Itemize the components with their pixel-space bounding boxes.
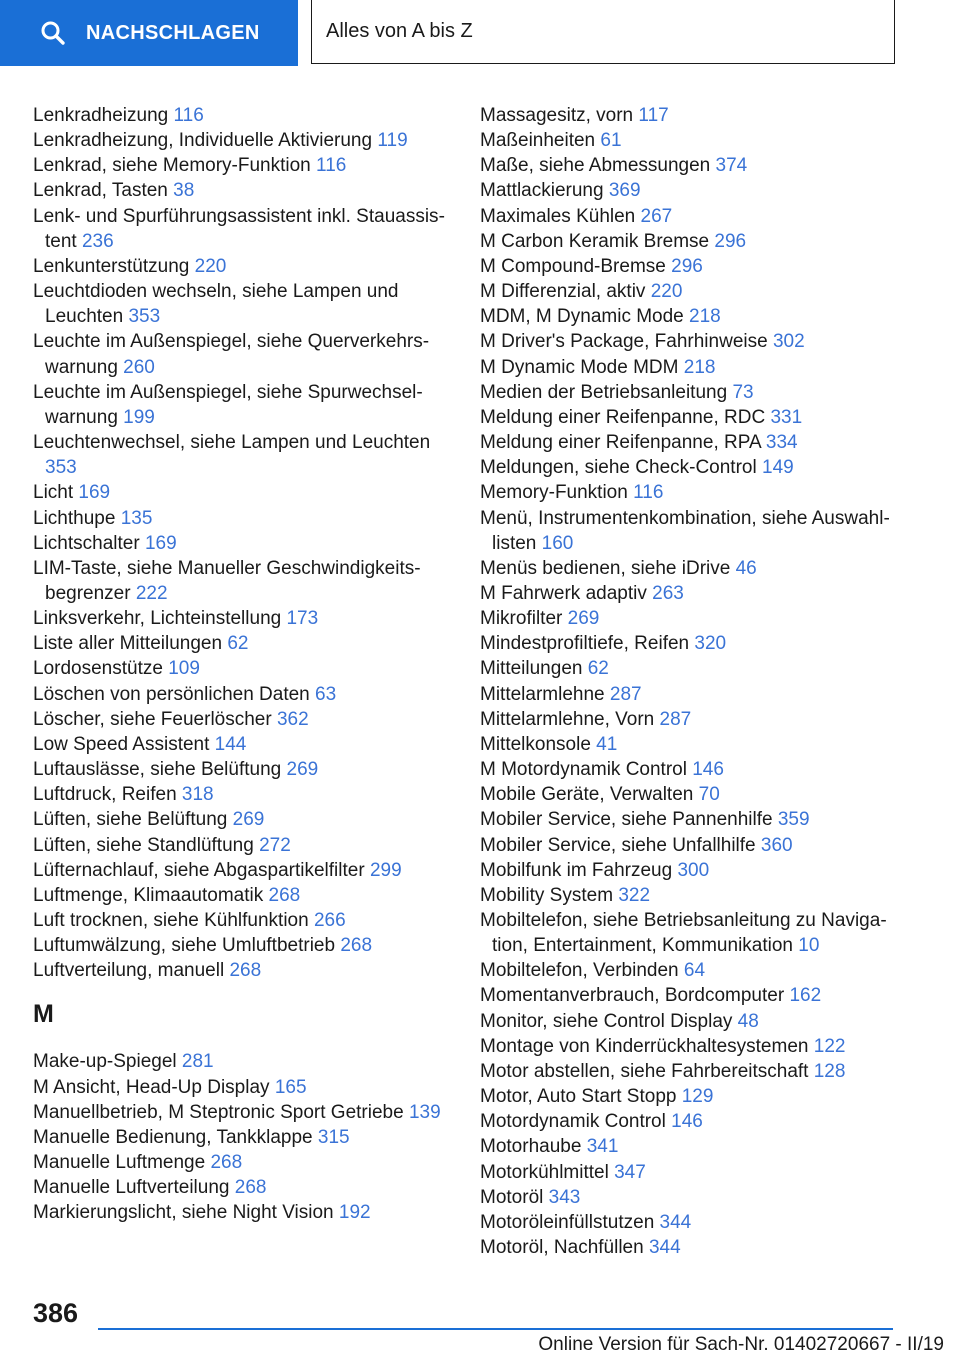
index-entry-text: Mattlackierung bbox=[480, 180, 604, 202]
page-reference-link[interactable]: 62 bbox=[227, 633, 249, 655]
page-reference-link[interactable]: 287 bbox=[609, 683, 642, 705]
page-reference-link[interactable]: 299 bbox=[369, 859, 402, 881]
index-entry-text: Motorhaube bbox=[480, 1136, 582, 1158]
index-entry-text: Mikrofilter bbox=[480, 608, 563, 630]
index-entry bbox=[480, 229, 905, 254]
index-entry-text: Luftdruck, Reifen bbox=[33, 784, 177, 806]
index-entry-text: Mitteilungen bbox=[480, 658, 583, 680]
index-entry-text: Leuchtenwechsel, siehe Lampen und Leuchten bbox=[33, 432, 431, 454]
index-entry bbox=[480, 581, 905, 606]
page-reference-link[interactable]: 218 bbox=[689, 306, 721, 328]
index-entry-text: M Differenzial, aktiv bbox=[480, 281, 646, 303]
index-entry bbox=[33, 254, 458, 279]
index-entry bbox=[33, 279, 458, 329]
index-entry-text: M Compound-Bremse bbox=[480, 255, 666, 277]
index-entry-text: Mindestprofiltiefe, Reifen bbox=[480, 633, 690, 655]
index-entry bbox=[480, 833, 905, 858]
index-column-right bbox=[480, 103, 905, 1260]
index-entry bbox=[33, 1200, 458, 1225]
page-reference-link[interactable]: 360 bbox=[760, 834, 793, 856]
index-entry-text: Mobiler Service, siehe Unfallhilfe bbox=[480, 834, 756, 856]
index-entry-text: Licht bbox=[33, 482, 74, 504]
index-entry-text: Motorkühlmittel bbox=[480, 1161, 609, 1183]
page-reference-link[interactable]: 362 bbox=[276, 708, 309, 730]
page-reference-link[interactable]: 300 bbox=[677, 859, 710, 881]
index-entry bbox=[480, 103, 905, 128]
index-entry-text: Meldung einer Reifenpanne, RPA bbox=[480, 432, 761, 454]
index-entry bbox=[33, 178, 458, 203]
page-reference-link[interactable]: 109 bbox=[168, 658, 200, 680]
index-entry-text: Manuelle Luftmenge bbox=[33, 1152, 206, 1174]
index-entry bbox=[480, 656, 905, 681]
index-entry bbox=[33, 707, 458, 732]
index-entry-text: Luftauslässe, siehe Belüftung bbox=[33, 759, 282, 781]
index-entry bbox=[33, 153, 458, 178]
page-reference-link[interactable]: 302 bbox=[772, 331, 805, 353]
index-entry-text: Meldungen, siehe Check-Control bbox=[480, 457, 757, 479]
index-entry-text: Lüfternachlauf, siehe Abgaspartikelfilter bbox=[33, 859, 365, 881]
index-entry-text: Motoröl bbox=[480, 1186, 544, 1208]
page-reference-link[interactable]: 63 bbox=[315, 683, 337, 705]
index-entry-text: Luft trocknen, siehe Kühlfunktion bbox=[33, 910, 309, 931]
page-reference-link[interactable]: 269 bbox=[567, 608, 600, 630]
index-entry-text: Meldung einer Reifenpanne, RDC bbox=[480, 406, 766, 428]
page-reference-link[interactable]: 320 bbox=[694, 633, 727, 655]
page-reference-link[interactable]: 220 bbox=[650, 281, 683, 303]
index-entry bbox=[33, 1150, 458, 1175]
page-reference-link[interactable]: 146 bbox=[671, 1111, 703, 1133]
index-entry-text: Lenkradheizung, Individuelle Aktivierung bbox=[33, 130, 373, 152]
page-reference-link[interactable]: 269 bbox=[286, 759, 319, 781]
index-entry bbox=[480, 430, 905, 455]
index-entry-text: M Ansicht, Head-Up Display bbox=[33, 1076, 270, 1098]
page-reference-link[interactable]: 144 bbox=[214, 733, 247, 755]
subsection-title bbox=[311, 0, 895, 64]
index-entry bbox=[480, 707, 905, 732]
index-entry-text: Lichtschalter bbox=[33, 532, 140, 554]
index-entry-text: M Motordynamik Control bbox=[480, 759, 687, 781]
index-entry-text: Lüften, siehe Belüftung bbox=[33, 809, 228, 831]
index-entry bbox=[33, 1175, 458, 1200]
index-entry-text: Markierungslicht, siehe Night Vision bbox=[33, 1202, 334, 1224]
index-entry-text: Mobile Geräte, Verwalten bbox=[480, 784, 694, 806]
page-reference-link[interactable]: 169 bbox=[78, 482, 111, 504]
index-entry bbox=[480, 380, 905, 405]
index-entry bbox=[33, 656, 458, 681]
page-reference-link[interactable]: 268 bbox=[234, 1177, 267, 1199]
index-entry bbox=[480, 1009, 905, 1034]
index-entry-text: Leuchte im Außenspiegel, siehe Spurwechselwarnung bbox=[33, 381, 423, 428]
page-reference-link[interactable]: 70 bbox=[698, 784, 720, 806]
index-entry bbox=[33, 732, 458, 757]
page-reference-link[interactable]: 220 bbox=[194, 255, 227, 277]
index-entry-text: Mobility System bbox=[480, 884, 614, 906]
page-reference-link[interactable]: 165 bbox=[274, 1076, 307, 1098]
footer-divider bbox=[98, 1328, 893, 1330]
index-entry-text: Mittelarmlehne, Vorn bbox=[480, 708, 655, 730]
index-entry bbox=[33, 833, 458, 858]
index-entry-text: Motoröleinfüllstutzen bbox=[480, 1211, 655, 1233]
index-entry bbox=[33, 682, 458, 707]
index-entry bbox=[33, 933, 458, 958]
index-entry bbox=[480, 908, 905, 958]
page-reference-link[interactable]: 128 bbox=[813, 1060, 846, 1082]
page-reference-link[interactable]: 169 bbox=[144, 532, 177, 554]
index-entry bbox=[480, 1185, 905, 1210]
index-entry bbox=[480, 958, 905, 983]
index-entry-text: Linksverkehr, Lichteinstellung bbox=[33, 608, 282, 630]
index-entry bbox=[480, 1059, 905, 1084]
page-reference-link[interactable]: 116 bbox=[316, 155, 347, 177]
page-reference-link[interactable]: 347 bbox=[614, 1161, 646, 1183]
index-entry-text: Manuellbetrieb, M Steptronic Sport Getriebe bbox=[33, 1101, 404, 1123]
page-reference-link[interactable]: 281 bbox=[181, 1051, 214, 1073]
index-entry-text: Make-up-Spiegel bbox=[33, 1051, 177, 1073]
subsection-label: Alles von A bis Z bbox=[326, 20, 473, 42]
page-reference-link[interactable]: 199 bbox=[123, 406, 155, 428]
index-entry bbox=[33, 103, 458, 128]
index-entry bbox=[33, 782, 458, 807]
index-entry bbox=[33, 531, 458, 556]
online-version-note: Online Version für Sach-Nr. 01402720667 - II/19 bbox=[538, 1334, 944, 1355]
page-reference-link[interactable]: 266 bbox=[313, 910, 346, 931]
page-reference-link[interactable]: 269 bbox=[232, 809, 265, 831]
page-reference-link[interactable]: 287 bbox=[659, 708, 692, 730]
page-reference-link[interactable]: 61 bbox=[600, 130, 622, 152]
index-entry bbox=[33, 883, 458, 908]
index-entry bbox=[480, 1109, 905, 1134]
index-entry-text: Menüs bedienen, siehe iDrive bbox=[480, 557, 731, 579]
index-entry bbox=[480, 858, 905, 883]
index-entry bbox=[480, 178, 905, 203]
page-reference-link[interactable]: 116 bbox=[633, 482, 664, 504]
index-entry bbox=[480, 1210, 905, 1235]
index-entry bbox=[480, 782, 905, 807]
page-reference-link[interactable]: 135 bbox=[120, 507, 153, 529]
index-entry-text: Lüften, siehe Standlüftung bbox=[33, 834, 254, 856]
page-reference-link[interactable]: 260 bbox=[123, 356, 155, 378]
page-header bbox=[0, 0, 960, 66]
index-entry bbox=[33, 757, 458, 782]
index-entry bbox=[480, 606, 905, 631]
page-reference-link[interactable]: 48 bbox=[737, 1010, 759, 1032]
index-entry-text: Momentanverbrauch, Bordcomputer bbox=[480, 985, 785, 1007]
index-entry bbox=[33, 204, 458, 254]
page-reference-link[interactable]: 122 bbox=[813, 1035, 846, 1057]
page-reference-link[interactable]: 192 bbox=[338, 1202, 371, 1224]
page-reference-link[interactable]: 344 bbox=[648, 1237, 681, 1259]
index-entry bbox=[480, 1134, 905, 1159]
index-entry bbox=[33, 606, 458, 631]
index-entry bbox=[480, 304, 905, 329]
index-entry bbox=[480, 1084, 905, 1109]
index-entry-text: Löscher, siehe Feuerlöscher bbox=[33, 708, 272, 730]
index-entry bbox=[480, 279, 905, 304]
index-entry-text: M Carbon Keramik Bremse bbox=[480, 230, 710, 252]
index-column-left bbox=[33, 103, 458, 1226]
index-entry-text: Motor, Auto Start Stopp bbox=[480, 1086, 677, 1108]
index-entry bbox=[480, 455, 905, 480]
index-entry-text: Lichthupe bbox=[33, 507, 116, 529]
index-entry-text: M Driver's Package, Fahrhinweise bbox=[480, 331, 768, 353]
index-entry bbox=[480, 757, 905, 782]
index-entry bbox=[480, 480, 905, 505]
page-reference-link[interactable]: 119 bbox=[377, 130, 408, 152]
index-entry bbox=[480, 1160, 905, 1185]
index-entry bbox=[33, 430, 458, 480]
page-reference-link[interactable]: 10 bbox=[798, 935, 820, 957]
index-entry bbox=[33, 480, 458, 505]
index-entry-text: Motor abstellen, siehe Fahrbereitschaft bbox=[480, 1060, 809, 1082]
page-reference-link[interactable]: 64 bbox=[683, 960, 706, 982]
page-reference-link[interactable]: 341 bbox=[586, 1136, 619, 1158]
index-entry-text: Manuelle Luftverteilung bbox=[33, 1177, 230, 1199]
page-reference-link[interactable]: 369 bbox=[608, 180, 641, 202]
page-reference-link[interactable]: 116 bbox=[173, 105, 204, 126]
index-entry bbox=[480, 204, 905, 229]
index-entry-text: Leuchtdioden wechseln, siehe Lampen und Leuchten bbox=[33, 281, 399, 328]
page-reference-link[interactable]: 162 bbox=[789, 985, 822, 1007]
index-entry bbox=[33, 631, 458, 656]
page-reference-link[interactable]: 46 bbox=[735, 557, 757, 579]
index-entry-text: Motordynamik Control bbox=[480, 1111, 666, 1133]
index-entry-text: Luftverteilung, manuell bbox=[33, 960, 225, 982]
index-entry bbox=[480, 128, 905, 153]
index-entry bbox=[480, 329, 905, 354]
index-entry-text: Mobilfunk im Fahrzeug bbox=[480, 859, 673, 881]
page-reference-link[interactable]: 315 bbox=[317, 1126, 350, 1148]
index-entry-text: Mittelarmlehne bbox=[480, 683, 605, 705]
index-entry bbox=[480, 807, 905, 832]
index-entry bbox=[480, 355, 905, 380]
index-list-m-continued bbox=[480, 103, 905, 1260]
index-entry-text: Lenkrad, Tasten bbox=[33, 180, 168, 202]
page-reference-link[interactable]: 343 bbox=[548, 1186, 581, 1208]
page-reference-link[interactable]: 331 bbox=[770, 406, 803, 428]
page-reference-link[interactable]: 173 bbox=[286, 608, 319, 630]
page-reference-link[interactable]: 41 bbox=[596, 733, 618, 755]
index-entry-text: Lordosenstütze bbox=[33, 658, 163, 680]
index-entry-text: Lenkradheizung bbox=[33, 105, 169, 126]
index-entry bbox=[480, 254, 905, 279]
page-reference-link[interactable]: 263 bbox=[652, 582, 684, 604]
page-reference-link[interactable]: 353 bbox=[128, 306, 161, 328]
page-reference-link[interactable]: 117 bbox=[638, 105, 669, 126]
section-label: NACHSCHLAGEN bbox=[86, 21, 260, 44]
index-entry-text: Maßeinheiten bbox=[480, 130, 596, 152]
page-reference-link[interactable]: 296 bbox=[671, 255, 703, 277]
index-entry-text: Lenkunterstützung bbox=[33, 255, 190, 277]
page-reference-link[interactable]: 268 bbox=[268, 884, 301, 906]
index-entry-text: Leuchte im Außenspiegel, siehe Querverkehrswarnung bbox=[33, 331, 430, 378]
index-entry bbox=[480, 405, 905, 430]
page-reference-link[interactable]: 359 bbox=[777, 809, 810, 831]
index-entry bbox=[480, 983, 905, 1008]
section-tab-nachschlagen[interactable] bbox=[0, 0, 298, 66]
index-entry-text: Mobiltelefon, Verbinden bbox=[480, 960, 679, 982]
page-reference-link[interactable]: 129 bbox=[681, 1086, 714, 1108]
page-reference-link[interactable]: 374 bbox=[715, 155, 748, 177]
page-reference-link[interactable]: 322 bbox=[618, 884, 651, 906]
index-entry bbox=[480, 1235, 905, 1260]
index-entry bbox=[33, 128, 458, 153]
index-entry-text: LIM-Taste, siehe Manueller Geschwindigkeitsbegrenzer bbox=[33, 557, 421, 604]
index-entry bbox=[480, 682, 905, 707]
index-entry bbox=[33, 1125, 458, 1150]
page-reference-link[interactable]: 268 bbox=[340, 935, 373, 957]
index-entry-text: Lenk- und Spurführungsassistent inkl. Stauassistent bbox=[33, 205, 445, 252]
page-reference-link[interactable]: 38 bbox=[173, 180, 195, 202]
search-icon bbox=[40, 20, 66, 46]
index-entry bbox=[480, 883, 905, 908]
index-entry bbox=[33, 858, 458, 883]
index-entry bbox=[33, 908, 458, 933]
index-entry bbox=[480, 506, 905, 556]
page-number: 386 bbox=[33, 1298, 79, 1328]
index-entry bbox=[33, 1100, 458, 1125]
page-reference-link[interactable]: 334 bbox=[765, 432, 798, 454]
index-entry bbox=[480, 1034, 905, 1059]
page-reference-link[interactable]: 73 bbox=[732, 381, 754, 403]
page-reference-link[interactable]: 218 bbox=[683, 356, 716, 378]
index-entry-text: Maße, siehe Abmessungen bbox=[480, 155, 711, 177]
letter-heading-m: M bbox=[33, 1000, 54, 1029]
page-reference-link[interactable]: 268 bbox=[210, 1152, 243, 1174]
index-entry-text: M Dynamic Mode MDM bbox=[480, 356, 679, 378]
index-entry-text: Menü, Instrumentenkombination, siehe Auswahllisten bbox=[480, 507, 890, 554]
index-entry bbox=[33, 506, 458, 531]
index-entry-text: Manuelle Bedienung, Tankklappe bbox=[33, 1126, 313, 1148]
index-entry-text: Monitor, siehe Control Display bbox=[480, 1010, 733, 1032]
index-entry bbox=[480, 631, 905, 656]
index-entry bbox=[480, 153, 905, 178]
index-entry bbox=[480, 556, 905, 581]
page-reference-link[interactable]: 222 bbox=[135, 582, 168, 604]
page-reference-link[interactable]: 296 bbox=[714, 230, 747, 252]
page-reference-link[interactable]: 149 bbox=[762, 457, 794, 479]
index-entry-text: Low Speed Assistent bbox=[33, 733, 210, 755]
index-entry bbox=[33, 556, 458, 606]
page-reference-link[interactable]: 267 bbox=[640, 205, 673, 227]
page-reference-link[interactable]: 318 bbox=[181, 784, 214, 806]
index-entry bbox=[33, 807, 458, 832]
index-list-m bbox=[33, 1049, 458, 1225]
page-reference-link[interactable]: 268 bbox=[229, 960, 262, 982]
page-reference-link[interactable]: 236 bbox=[81, 230, 114, 252]
page-reference-link[interactable]: 146 bbox=[692, 759, 724, 781]
index-entry-text: MDM, M Dynamic Mode bbox=[480, 306, 684, 328]
index-list-l bbox=[33, 103, 458, 983]
page-reference-link[interactable]: 62 bbox=[587, 658, 609, 680]
index-entry bbox=[480, 732, 905, 757]
index-entry-text: M Fahrwerk adaptiv bbox=[480, 582, 647, 604]
page-reference-link[interactable]: 160 bbox=[541, 532, 574, 554]
page-reference-link[interactable]: 272 bbox=[259, 834, 291, 856]
index-entry bbox=[33, 380, 458, 430]
index-entry bbox=[33, 1075, 458, 1100]
index-entry-text: Lenkrad, siehe Memory-Funktion bbox=[33, 155, 311, 177]
index-entry bbox=[33, 329, 458, 379]
index-entry-text: Mittelkonsole bbox=[480, 733, 591, 755]
index-entry-text: Memory-Funktion bbox=[480, 482, 628, 504]
page-reference-link[interactable]: 344 bbox=[659, 1211, 692, 1233]
index-entry-text: Maximales Kühlen bbox=[480, 205, 636, 227]
index-entry-text: Mobiler Service, siehe Pannenhilfe bbox=[480, 809, 773, 831]
index-entry-text: Medien der Betriebsanleitung bbox=[480, 381, 728, 403]
index-entry-text: Liste aller Mitteilungen bbox=[33, 633, 223, 655]
index-entry-text: Massagesitz, vorn bbox=[480, 105, 634, 126]
index-entry bbox=[33, 1049, 458, 1074]
index-entry-text: Luftmenge, Klimaautomatik bbox=[33, 884, 264, 906]
index-entry-text: Mobiltelefon, siehe Betriebsanleitung zu Navigation, Entertainment, Kommunikation bbox=[480, 910, 887, 957]
page-reference-link[interactable]: 353 bbox=[45, 457, 77, 479]
index-entry-text: Löschen von persönlichen Daten bbox=[33, 683, 310, 705]
index-entry-text: Luftumwälzung, siehe Umluftbetrieb bbox=[33, 935, 336, 957]
index-entry-text: Motoröl, Nachfüllen bbox=[480, 1237, 644, 1259]
page-reference-link[interactable]: 139 bbox=[408, 1101, 441, 1123]
index-entry bbox=[33, 958, 458, 983]
index-entry-text: Montage von Kinderrückhaltesystemen bbox=[480, 1035, 809, 1057]
